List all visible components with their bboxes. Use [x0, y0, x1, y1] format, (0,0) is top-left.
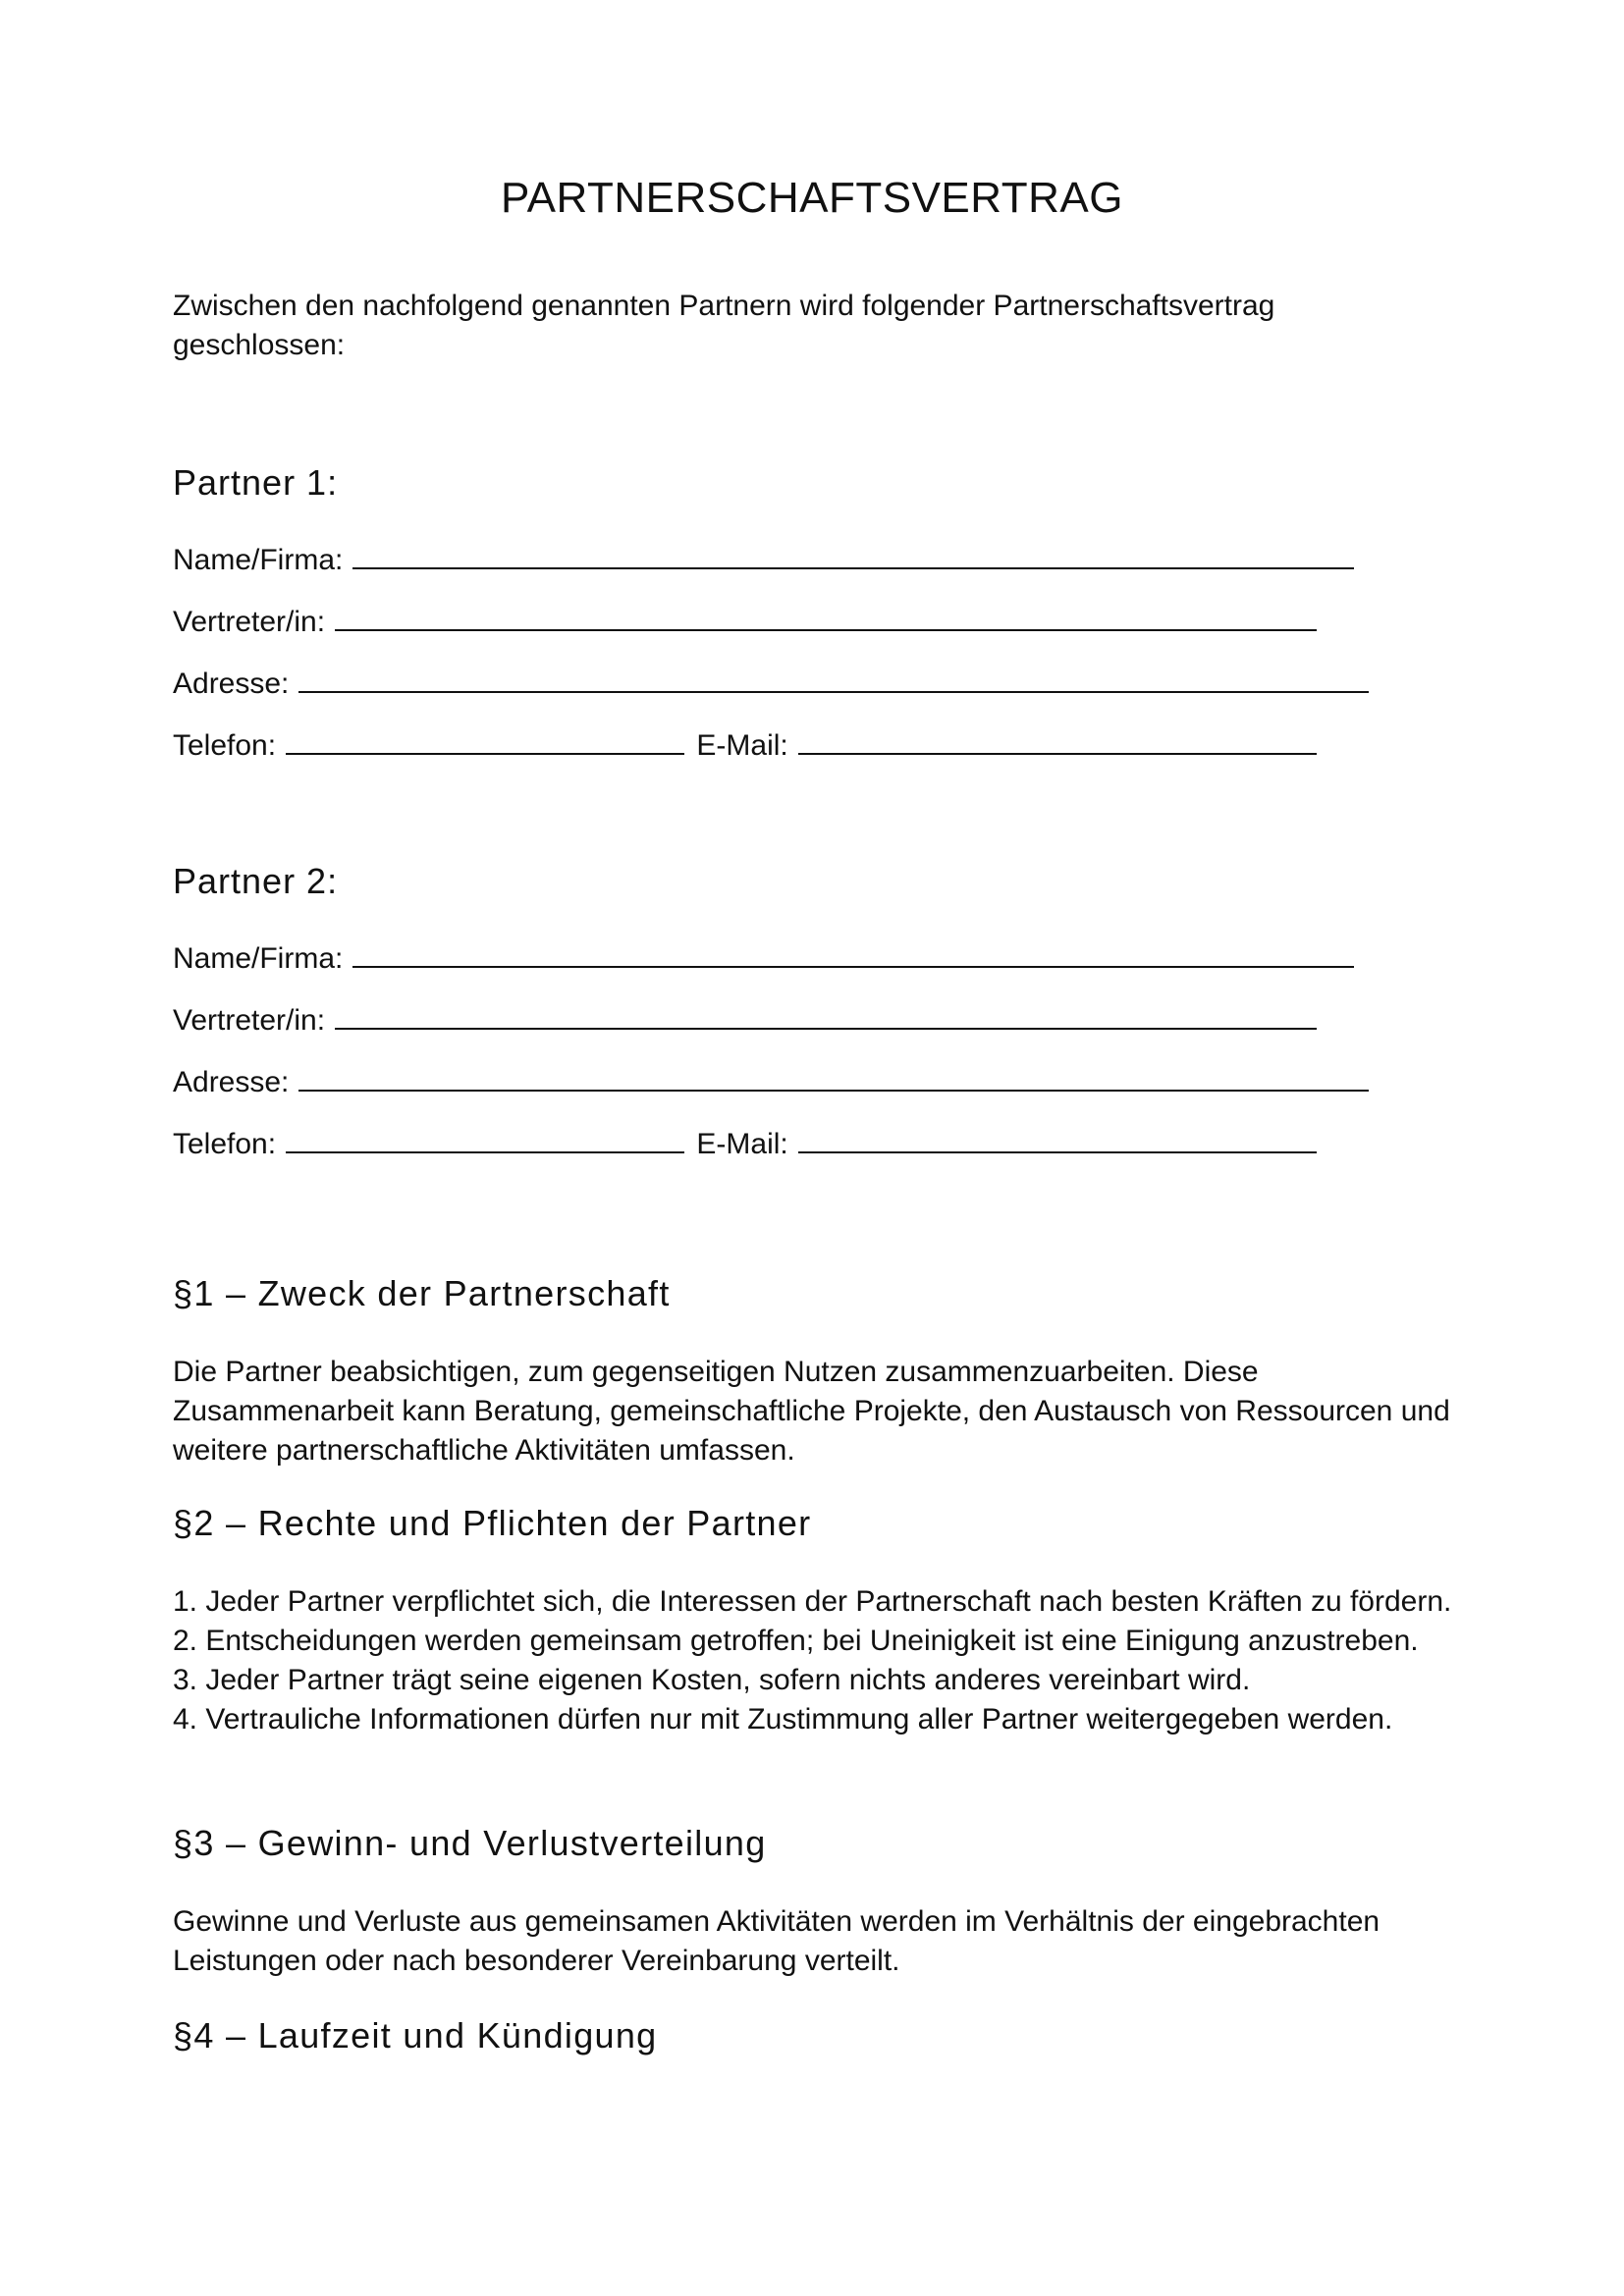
name-label: Name/Firma:: [173, 544, 344, 576]
phone-blank-line[interactable]: [286, 1124, 684, 1153]
section-3-heading: §3 – Gewinn- und Verlustverteilung: [173, 1823, 767, 1863]
list-item: 2. Entscheidungen werden gemeinsam getroffen; bei Uneinigkeit ist eine Einigung anzustreben.: [173, 1625, 1419, 1657]
partner-1-heading: Partner 1:: [173, 462, 339, 503]
partner-1-rep-field: [173, 602, 1317, 642]
name-blank-line[interactable]: [352, 938, 1354, 968]
section-2-heading: §2 – Rechte und Pflichten der Partner: [173, 1503, 812, 1543]
email-blank-line[interactable]: [798, 725, 1317, 755]
phone-label: Telefon:: [173, 1128, 277, 1160]
rep-blank-line[interactable]: [335, 1000, 1317, 1030]
phone-blank-line[interactable]: [286, 725, 684, 755]
document-title: PARTNERSCHAFTSVERTRAG: [501, 174, 1123, 222]
partner-2-heading: Partner 2:: [173, 861, 339, 901]
rep-label: Vertreter/in:: [173, 606, 326, 638]
partner-2-contact-field: [173, 1124, 1317, 1164]
section-1-heading: §1 – Zweck der Partnerschaft: [173, 1273, 671, 1313]
partner-2-rep-field: [173, 1000, 1317, 1041]
section-2-list: [173, 1582, 1489, 1739]
partner-1-address-field: [173, 664, 1369, 704]
intro-paragraph: Zwischen den nachfolgend genannten Partnern wird folgender Partnerschaftsvertrag geschlossen:: [173, 290, 1275, 361]
partner-2-address-field: [173, 1062, 1369, 1102]
phone-label: Telefon:: [173, 729, 277, 762]
address-label: Adresse:: [173, 1066, 290, 1098]
address-label: Adresse:: [173, 667, 290, 700]
list-item: 1. Jeder Partner verpflichtet sich, die Interessen der Partnerschaft nach besten Kräften zu fördern.: [173, 1585, 1452, 1618]
partner-1-name-field: [173, 540, 1354, 580]
partner-1-contact-field: [173, 725, 1317, 766]
section-3-text: Gewinne und Verluste aus gemeinsamen Aktivitäten werden im Verhältnis der eingebrachten Leistungen oder nach besonderer Vereinbarung verteilt.: [173, 1905, 1380, 1977]
list-item: 4. Vertrauliche Informationen dürfen nur mit Zustimmung aller Partner weitergegeben werden.: [173, 1703, 1393, 1735]
partner-2-name-field: [173, 938, 1354, 979]
address-blank-line[interactable]: [298, 1062, 1369, 1092]
email-blank-line[interactable]: [798, 1124, 1317, 1153]
rep-label: Vertreter/in:: [173, 1004, 326, 1037]
email-label: E-Mail:: [696, 729, 788, 762]
name-blank-line[interactable]: [352, 540, 1354, 569]
section-4-heading: §4 – Laufzeit und Kündigung: [173, 2015, 658, 2056]
name-label: Name/Firma:: [173, 942, 344, 975]
section-1-text: Die Partner beabsichtigen, zum gegenseitigen Nutzen zusammenzuarbeiten. Diese Zusammenarbeit kann Beratung, gemeinschaftliche Projekte, den Austausch von Ressourcen und weitere partnerschaftliche Aktivitäten umfassen.: [173, 1356, 1450, 1467]
list-item: 3. Jeder Partner trägt seine eigenen Kosten, sofern nichts anderes vereinbart wird.: [173, 1664, 1251, 1696]
rep-blank-line[interactable]: [335, 602, 1317, 631]
address-blank-line[interactable]: [298, 664, 1369, 693]
email-label: E-Mail:: [696, 1128, 788, 1160]
